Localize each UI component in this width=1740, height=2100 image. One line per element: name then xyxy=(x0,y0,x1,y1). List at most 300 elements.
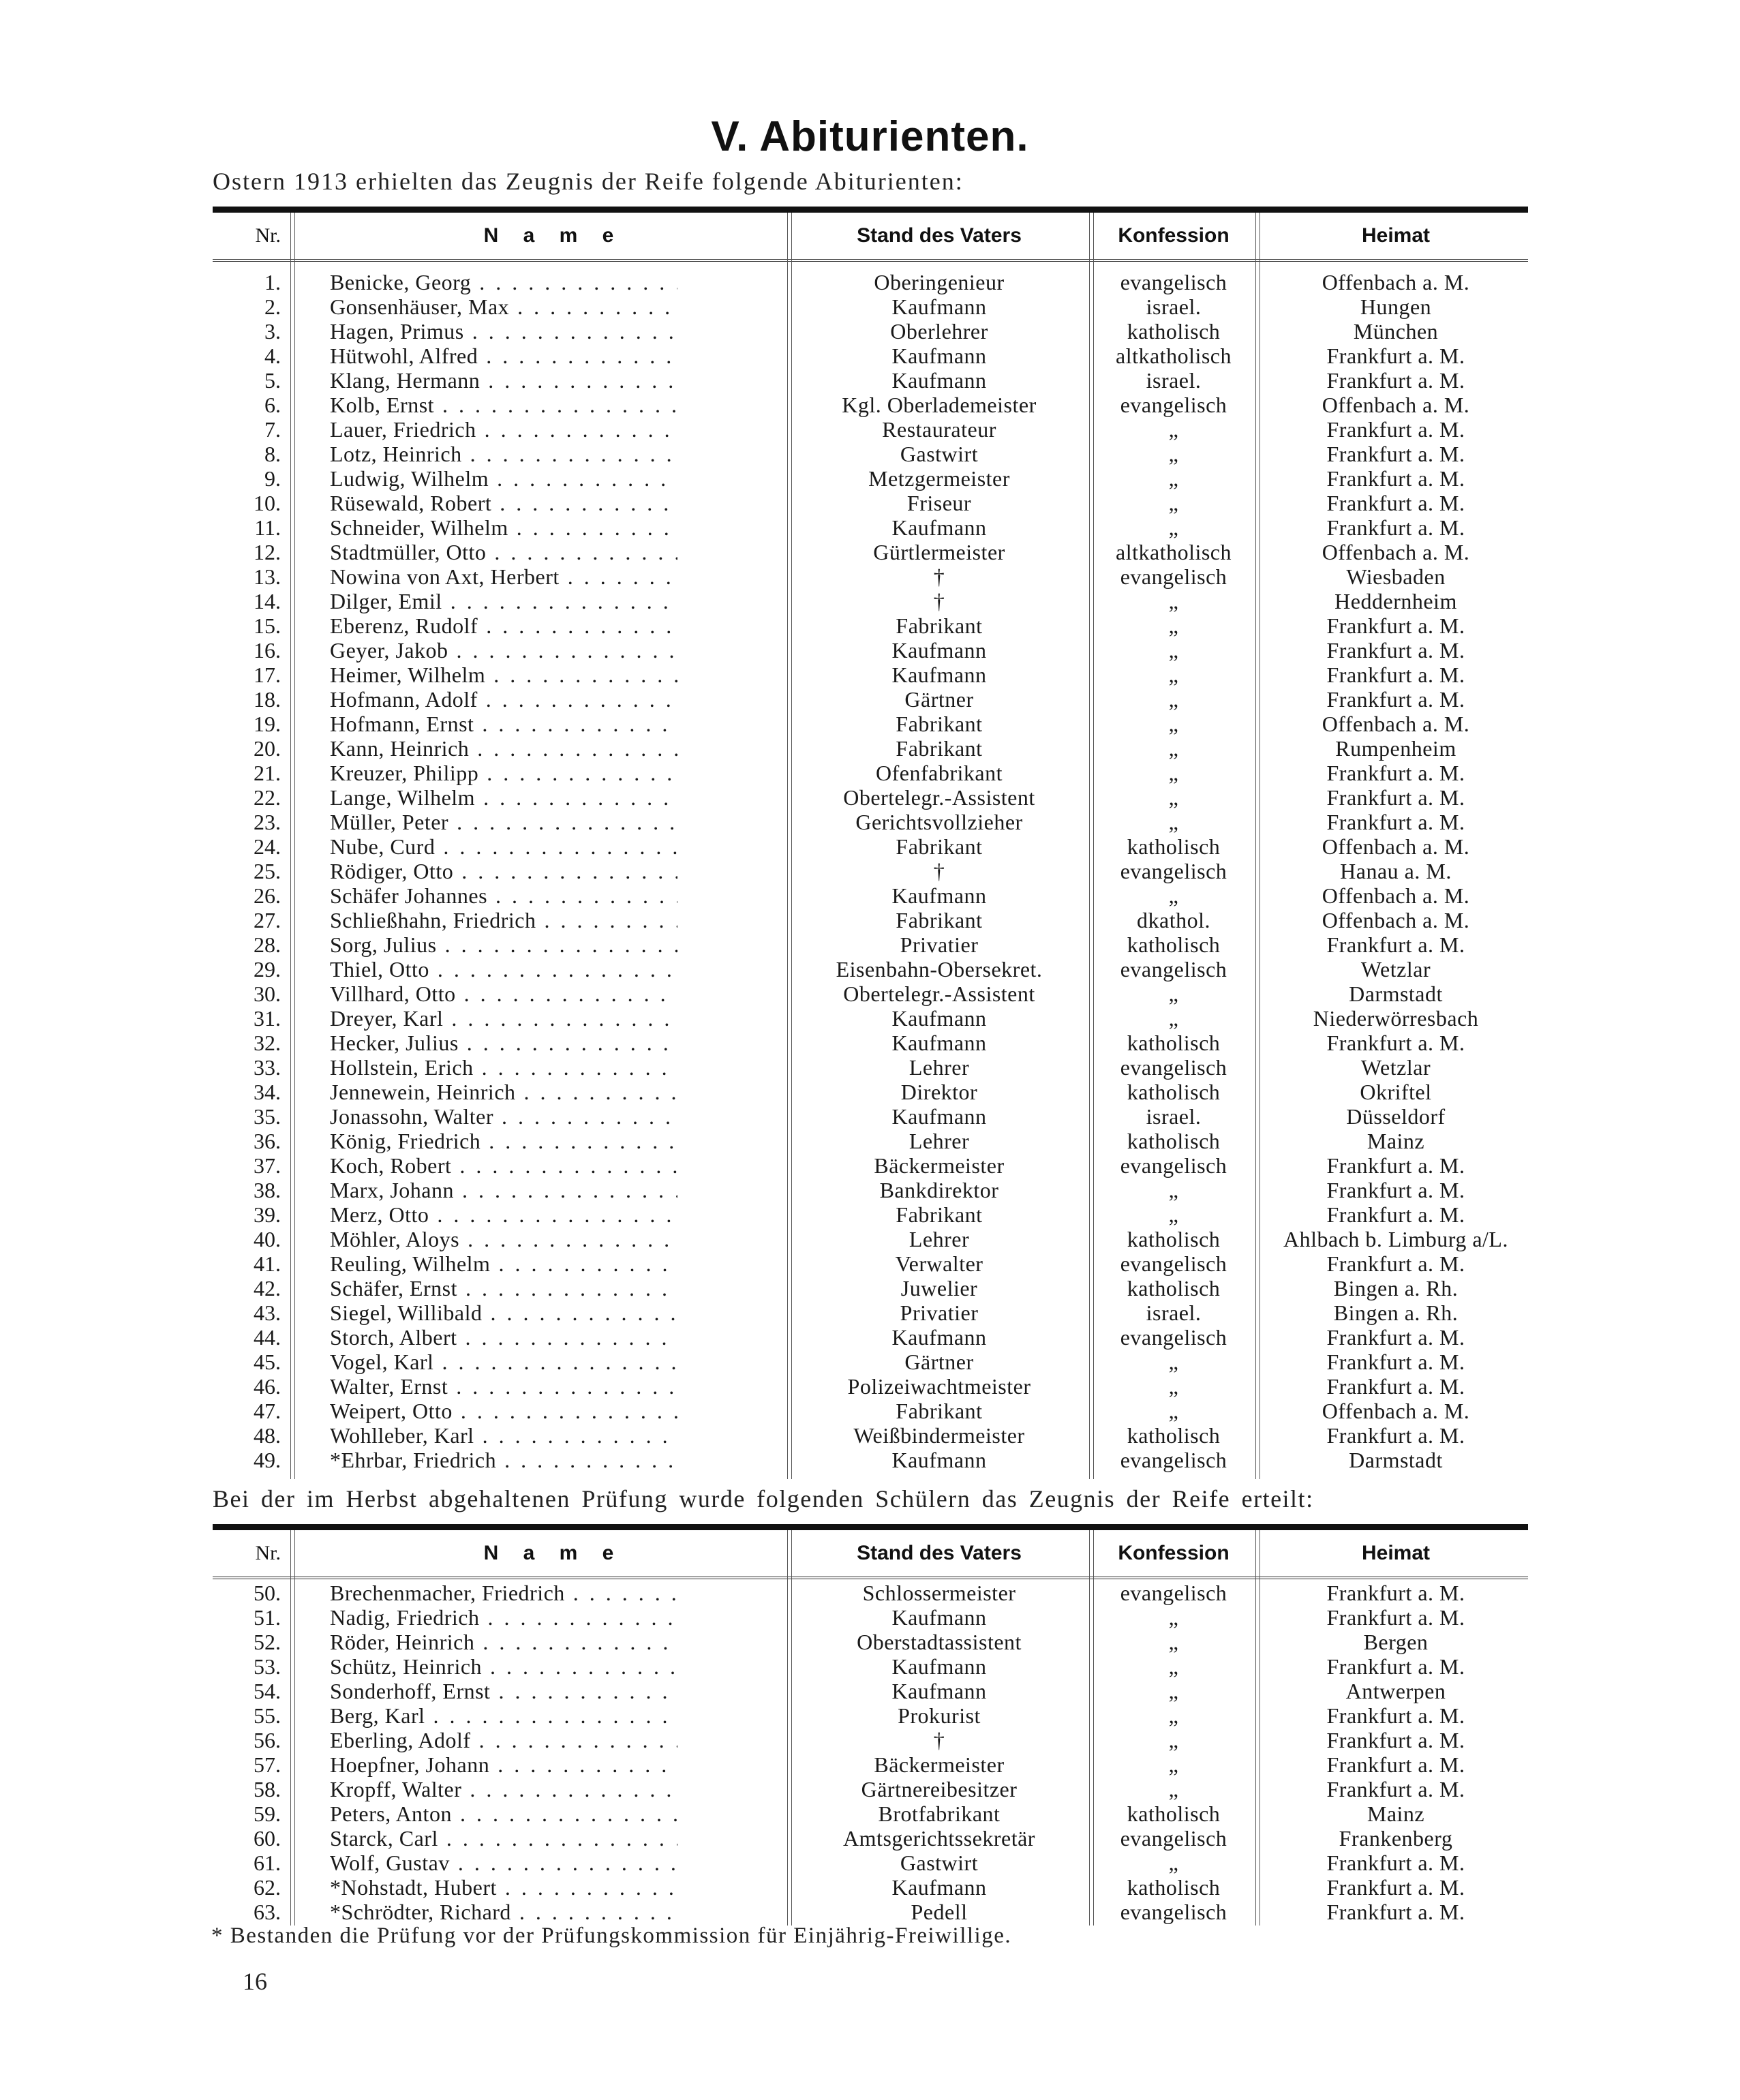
row-number: 58. xyxy=(254,1777,281,1801)
row-number: 57. xyxy=(254,1752,281,1777)
hometown: Frankfurt a. M. xyxy=(1326,368,1465,393)
father-occupation: Fabrikant xyxy=(896,908,983,932)
student-name: Hollstein, Erich . . . xyxy=(330,1055,677,1080)
father-occupation: Kaufmann xyxy=(891,1448,987,1472)
hometown: Frankfurt a. M. xyxy=(1326,1703,1465,1728)
row-number: 47. xyxy=(254,1399,281,1423)
row-number: 63. xyxy=(254,1900,281,1924)
student-name: Villhard, Otto . . . xyxy=(330,981,677,1006)
column-divider xyxy=(1089,213,1094,1479)
student-name: Benicke, Georg . . . xyxy=(330,270,677,294)
student-name: *Nohstadt, Hubert . . . xyxy=(330,1875,677,1900)
table-row xyxy=(213,687,1528,712)
header-konfession: Konfession xyxy=(1118,1542,1230,1564)
hometown: Bingen a. Rh. xyxy=(1333,1300,1459,1325)
table-header xyxy=(213,1530,1528,1579)
table-row xyxy=(213,1752,1528,1777)
confession: „ xyxy=(1168,1630,1179,1654)
father-occupation: Kaufmann xyxy=(891,1875,987,1900)
student-name: Lange, Wilhelm . . . xyxy=(330,785,677,810)
father-occupation: Gastwirt xyxy=(900,1851,979,1875)
row-number: 29. xyxy=(254,957,281,981)
row-number: 9. xyxy=(264,466,281,491)
hometown: Darmstadt xyxy=(1349,1448,1443,1472)
table-row xyxy=(213,1630,1528,1654)
hometown: Bergen xyxy=(1363,1630,1429,1654)
hometown: München xyxy=(1353,319,1439,344)
header-konfession: Konfession xyxy=(1118,224,1230,247)
student-name: Kolb, Ernst . . . xyxy=(330,393,677,417)
table-row xyxy=(213,1900,1528,1924)
confession: „ xyxy=(1168,1350,1179,1374)
father-occupation: Fabrikant xyxy=(896,736,983,761)
table-row xyxy=(213,1202,1528,1227)
confession: „ xyxy=(1168,1605,1179,1630)
row-number: 10. xyxy=(254,491,281,515)
student-name: Merz, Otto . . . xyxy=(330,1202,677,1227)
student-name: Vogel, Karl . . . xyxy=(330,1350,677,1374)
confession: „ xyxy=(1168,1202,1179,1227)
table-row xyxy=(213,1581,1528,1605)
student-name: Geyer, Jakob . . . xyxy=(330,638,677,663)
header-stand: Stand des Vaters xyxy=(857,224,1022,247)
confession: katholisch xyxy=(1127,1129,1221,1153)
row-number: 17. xyxy=(254,663,281,687)
table-row xyxy=(213,932,1528,957)
confession: „ xyxy=(1168,1851,1179,1875)
hometown: Okriftel xyxy=(1360,1080,1432,1104)
confession: evangelisch xyxy=(1120,957,1227,981)
father-occupation: Restaurateur xyxy=(882,417,996,442)
student-name: Kann, Heinrich . . . xyxy=(330,736,677,761)
row-number: 28. xyxy=(254,932,281,957)
father-occupation: Gärtner xyxy=(904,1350,974,1374)
row-number: 12. xyxy=(254,540,281,564)
column-divider xyxy=(787,213,792,1479)
father-occupation: Obertelegr.-Assistent xyxy=(843,785,1035,810)
student-name: Möhler, Aloys . . . xyxy=(330,1227,677,1251)
table-row xyxy=(213,785,1528,810)
hometown: Wetzlar xyxy=(1360,957,1431,981)
father-occupation: Kaufmann xyxy=(891,368,987,393)
hometown: Frankfurt a. M. xyxy=(1326,1728,1465,1752)
father-occupation: Weißbindermeister xyxy=(853,1423,1025,1448)
father-occupation: Obertelegr.-Assistent xyxy=(843,981,1035,1006)
table-row xyxy=(213,1325,1528,1350)
father-occupation: Fabrikant xyxy=(896,1399,983,1423)
father-occupation: Bäckermeister xyxy=(874,1153,1005,1178)
table-row xyxy=(213,589,1528,613)
confession: israel. xyxy=(1146,1104,1202,1129)
table-row xyxy=(213,1851,1528,1875)
student-name: Gonsenhäuser, Max . . . xyxy=(330,294,677,319)
table-row xyxy=(213,1129,1528,1153)
column-divider xyxy=(1089,1530,1094,1926)
student-name: Hütwohl, Alfred . . . xyxy=(330,344,677,368)
hometown: Frankfurt a. M. xyxy=(1326,1605,1465,1630)
row-number: 2. xyxy=(264,294,281,319)
table-row xyxy=(213,466,1528,491)
father-occupation: Prokurist xyxy=(898,1703,981,1728)
hometown: Frankfurt a. M. xyxy=(1326,344,1465,368)
table-row xyxy=(213,319,1528,344)
row-number: 54. xyxy=(254,1679,281,1703)
confession: katholisch xyxy=(1127,1423,1221,1448)
confession: „ xyxy=(1168,613,1179,638)
row-number: 62. xyxy=(254,1875,281,1900)
table-row xyxy=(213,957,1528,981)
column-divider xyxy=(1255,1530,1260,1926)
row-number: 36. xyxy=(254,1129,281,1153)
hometown: Frankfurt a. M. xyxy=(1326,1031,1465,1055)
row-number: 59. xyxy=(254,1801,281,1826)
hometown: Frankfurt a. M. xyxy=(1326,1900,1465,1924)
father-occupation: Kaufmann xyxy=(891,883,987,908)
table-row xyxy=(213,1055,1528,1080)
father-occupation: Amtsgerichtssekretär xyxy=(843,1826,1035,1851)
row-number: 51. xyxy=(254,1605,281,1630)
row-number: 21. xyxy=(254,761,281,785)
hometown: Offenbach a. M. xyxy=(1322,540,1470,564)
hometown: Frankfurt a. M. xyxy=(1326,1178,1465,1202)
confession: „ xyxy=(1168,785,1179,810)
father-occupation: Gärtnereibesitzer xyxy=(861,1777,1018,1801)
hometown: Frankfurt a. M. xyxy=(1326,638,1465,663)
father-occupation: Fabrikant xyxy=(896,1202,983,1227)
row-number: 19. xyxy=(254,712,281,736)
student-name: Walter, Ernst . . . xyxy=(330,1374,677,1399)
student-name: Nube, Curd . . . xyxy=(330,834,677,859)
row-number: 56. xyxy=(254,1728,281,1752)
confession: katholisch xyxy=(1127,1080,1221,1104)
hometown: Frankfurt a. M. xyxy=(1326,613,1465,638)
table-row xyxy=(213,393,1528,417)
confession: „ xyxy=(1168,810,1179,834)
hometown: Frankfurt a. M. xyxy=(1326,515,1465,540)
hometown: Frankfurt a. M. xyxy=(1326,761,1465,785)
hometown: Mainz xyxy=(1367,1129,1425,1153)
row-number: 5. xyxy=(264,368,281,393)
hometown: Wiesbaden xyxy=(1346,564,1446,589)
father-occupation: Friseur xyxy=(906,491,972,515)
father-occupation: Gastwirt xyxy=(900,442,979,466)
table-row xyxy=(213,1679,1528,1703)
autumn-intro-text: Bei der im Herbst abgehaltenen Prüfung wurde folgenden Schülern das Zeugnis der Reife erteilt: xyxy=(213,1485,1314,1512)
confession: „ xyxy=(1168,712,1179,736)
hometown: Frankfurt a. M. xyxy=(1326,1325,1465,1350)
table-row xyxy=(213,1276,1528,1300)
student-name: Röder, Heinrich . . . xyxy=(330,1630,677,1654)
row-number: 14. xyxy=(254,589,281,613)
student-name: Brechenmacher, Friedrich . . . xyxy=(330,1581,677,1605)
row-number: 31. xyxy=(254,1006,281,1031)
table-body xyxy=(213,1579,1528,1924)
student-name: Berg, Karl . . . xyxy=(330,1703,677,1728)
confession: altkatholisch xyxy=(1115,540,1232,564)
confession: dkathol. xyxy=(1137,908,1210,932)
row-number: 24. xyxy=(254,834,281,859)
student-name: Stadtmüller, Otto . . . xyxy=(330,540,677,564)
father-occupation: † xyxy=(933,859,945,883)
row-number: 20. xyxy=(254,736,281,761)
student-name: Kreuzer, Philipp . . . xyxy=(330,761,677,785)
hometown: Bingen a. Rh. xyxy=(1333,1276,1459,1300)
father-occupation: Kaufmann xyxy=(891,1006,987,1031)
student-name: Kropff, Walter . . . xyxy=(330,1777,677,1801)
hometown: Niederwörresbach xyxy=(1313,1006,1479,1031)
student-name: Schließhahn, Friedrich . . . xyxy=(330,908,677,932)
hometown: Heddernheim xyxy=(1334,589,1457,613)
hometown: Mainz xyxy=(1367,1801,1425,1826)
father-occupation: Kaufmann xyxy=(891,1325,987,1350)
confession: „ xyxy=(1168,883,1179,908)
table-row xyxy=(213,908,1528,932)
father-occupation: Lehrer xyxy=(909,1055,970,1080)
hometown: Antwerpen xyxy=(1345,1679,1446,1703)
hometown: Darmstadt xyxy=(1349,981,1443,1006)
table-row xyxy=(213,344,1528,368)
father-occupation: Oberstadtassistent xyxy=(857,1630,1022,1654)
student-name: Reuling, Wilhelm . . . xyxy=(330,1251,677,1276)
table-row xyxy=(213,883,1528,908)
table-row xyxy=(213,417,1528,442)
father-occupation: Gärtner xyxy=(904,687,974,712)
footnote: * Bestanden die Prüfung vor der Prüfungskommission für Einjährig-Freiwillige. xyxy=(211,1923,1012,1948)
header-name: N a m e xyxy=(483,224,624,247)
header-nr: Nr. xyxy=(255,1542,281,1564)
row-number: 18. xyxy=(254,687,281,712)
column-divider xyxy=(290,213,295,1479)
row-number: 43. xyxy=(254,1300,281,1325)
hometown: Frankfurt a. M. xyxy=(1326,1851,1465,1875)
row-number: 23. xyxy=(254,810,281,834)
row-number: 53. xyxy=(254,1654,281,1679)
row-number: 41. xyxy=(254,1251,281,1276)
father-occupation: Fabrikant xyxy=(896,613,983,638)
confession: „ xyxy=(1168,736,1179,761)
student-name: Nowina von Axt, Herbert . . . xyxy=(330,564,677,589)
father-occupation: Gürtlermeister xyxy=(873,540,1005,564)
father-occupation: Fabrikant xyxy=(896,712,983,736)
father-occupation: Kaufmann xyxy=(891,515,987,540)
hometown: Frankfurt a. M. xyxy=(1326,417,1465,442)
row-number: 44. xyxy=(254,1325,281,1350)
row-number: 61. xyxy=(254,1851,281,1875)
student-name: Sorg, Julius . . . xyxy=(330,932,677,957)
confession: „ xyxy=(1168,1679,1179,1703)
confession: „ xyxy=(1168,1752,1179,1777)
student-name: Eberling, Adolf . . . xyxy=(330,1728,677,1752)
table-row xyxy=(213,491,1528,515)
table-row xyxy=(213,1654,1528,1679)
hometown: Frankfurt a. M. xyxy=(1326,1654,1465,1679)
hometown: Frankfurt a. M. xyxy=(1326,491,1465,515)
student-name: Thiel, Otto . . . xyxy=(330,957,677,981)
father-occupation: Bankdirektor xyxy=(879,1178,999,1202)
confession: „ xyxy=(1168,1178,1179,1202)
row-number: 6. xyxy=(264,393,281,417)
column-divider xyxy=(290,1530,295,1926)
row-number: 48. xyxy=(254,1423,281,1448)
student-name: Hagen, Primus . . . xyxy=(330,319,677,344)
table-row xyxy=(213,712,1528,736)
table-row xyxy=(213,1777,1528,1801)
row-number: 1. xyxy=(264,270,281,294)
confession: „ xyxy=(1168,761,1179,785)
table-row xyxy=(213,1227,1528,1251)
table-row xyxy=(213,859,1528,883)
father-occupation: Polizeiwachtmeister xyxy=(847,1374,1031,1399)
confession: „ xyxy=(1168,1728,1179,1752)
student-name: Storch, Albert . . . xyxy=(330,1325,677,1350)
confession: „ xyxy=(1168,589,1179,613)
student-name: *Ehrbar, Friedrich . . . xyxy=(330,1448,677,1472)
row-number: 8. xyxy=(264,442,281,466)
father-occupation: Direktor xyxy=(900,1080,978,1104)
confession: „ xyxy=(1168,515,1179,540)
table-row xyxy=(213,1448,1528,1472)
row-number: 42. xyxy=(254,1276,281,1300)
student-name: Rödiger, Otto . . . xyxy=(330,859,677,883)
table-row xyxy=(213,1374,1528,1399)
table-row xyxy=(213,810,1528,834)
father-occupation: Schlossermeister xyxy=(862,1581,1016,1605)
confession: „ xyxy=(1168,663,1179,687)
hometown: Frankfurt a. M. xyxy=(1326,1752,1465,1777)
row-number: 35. xyxy=(254,1104,281,1129)
table-row xyxy=(213,761,1528,785)
confession: evangelisch xyxy=(1120,1055,1227,1080)
row-number: 45. xyxy=(254,1350,281,1374)
student-name: Hofmann, Ernst . . . xyxy=(330,712,677,736)
confession: evangelisch xyxy=(1120,1900,1227,1924)
table-row xyxy=(213,442,1528,466)
table-row xyxy=(213,1826,1528,1851)
table-row xyxy=(213,1350,1528,1374)
hometown: Offenbach a. M. xyxy=(1322,270,1470,294)
table-row xyxy=(213,1423,1528,1448)
table-row xyxy=(213,1251,1528,1276)
hometown: Frankfurt a. M. xyxy=(1326,810,1465,834)
student-name: Starck, Carl . . . xyxy=(330,1826,677,1851)
confession: katholisch xyxy=(1127,1227,1221,1251)
header-heimat: Heimat xyxy=(1361,1542,1431,1564)
hometown: Frankfurt a. M. xyxy=(1326,932,1465,957)
confession: „ xyxy=(1168,981,1179,1006)
father-occupation: Lehrer xyxy=(909,1227,970,1251)
father-occupation: Verwalter xyxy=(895,1251,983,1276)
table-row xyxy=(213,294,1528,319)
page-number: 16 xyxy=(243,1968,267,1995)
hometown: Frankfurt a. M. xyxy=(1326,1777,1465,1801)
father-occupation: † xyxy=(933,1728,945,1752)
hometown: Offenbach a. M. xyxy=(1322,393,1470,417)
father-occupation: Gerichtsvollzieher xyxy=(855,810,1023,834)
hometown: Rumpenheim xyxy=(1335,736,1456,761)
confession: katholisch xyxy=(1127,834,1221,859)
student-name: Müller, Peter . . . xyxy=(330,810,677,834)
student-name: Hofmann, Adolf . . . xyxy=(330,687,677,712)
confession: „ xyxy=(1168,1777,1179,1801)
father-occupation: Kaufmann xyxy=(891,1104,987,1129)
row-number: 26. xyxy=(254,883,281,908)
row-number: 25. xyxy=(254,859,281,883)
confession: evangelisch xyxy=(1120,1153,1227,1178)
column-divider xyxy=(787,1530,792,1926)
father-occupation: Lehrer xyxy=(909,1129,970,1153)
table-header xyxy=(213,213,1528,262)
row-number: 13. xyxy=(254,564,281,589)
confession: katholisch xyxy=(1127,319,1221,344)
table-row xyxy=(213,564,1528,589)
row-number: 11. xyxy=(254,515,281,540)
student-name: Heimer, Wilhelm . . . xyxy=(330,663,677,687)
row-number: 3. xyxy=(264,319,281,344)
student-name: Weipert, Otto . . . xyxy=(330,1399,677,1423)
hometown: Frankfurt a. M. xyxy=(1326,1423,1465,1448)
student-name: Siegel, Willibald . . . xyxy=(330,1300,677,1325)
table-row xyxy=(213,270,1528,294)
confession: „ xyxy=(1168,1006,1179,1031)
row-number: 33. xyxy=(254,1055,281,1080)
student-name: Nadig, Friedrich . . . xyxy=(330,1605,677,1630)
confession: „ xyxy=(1168,1654,1179,1679)
header-name: N a m e xyxy=(483,1542,624,1564)
father-occupation: Fabrikant xyxy=(896,834,983,859)
confession: israel. xyxy=(1146,368,1202,393)
father-occupation: Kgl. Oberlademeister xyxy=(842,393,1037,417)
father-occupation: Kaufmann xyxy=(891,1679,987,1703)
student-name: Wolf, Gustav . . . xyxy=(330,1851,677,1875)
row-number: 38. xyxy=(254,1178,281,1202)
header-stand: Stand des Vaters xyxy=(857,1542,1022,1564)
student-name: Schütz, Heinrich . . . xyxy=(330,1654,677,1679)
confession: „ xyxy=(1168,491,1179,515)
student-name: Koch, Robert . . . xyxy=(330,1153,677,1178)
table-row xyxy=(213,1605,1528,1630)
hometown: Offenbach a. M. xyxy=(1322,1399,1470,1423)
student-name: Marx, Johann . . . xyxy=(330,1178,677,1202)
confession: „ xyxy=(1168,1399,1179,1423)
row-number: 37. xyxy=(254,1153,281,1178)
confession: „ xyxy=(1168,466,1179,491)
father-occupation: Bäckermeister xyxy=(874,1752,1005,1777)
table-row xyxy=(213,540,1528,564)
row-number: 32. xyxy=(254,1031,281,1055)
hometown: Frankfurt a. M. xyxy=(1326,1153,1465,1178)
student-name: König, Friedrich . . . xyxy=(330,1129,677,1153)
father-occupation: Privatier xyxy=(900,1300,979,1325)
confession: evangelisch xyxy=(1120,1251,1227,1276)
hometown: Düsseldorf xyxy=(1346,1104,1446,1129)
hometown: Frankfurt a. M. xyxy=(1326,663,1465,687)
row-number: 16. xyxy=(254,638,281,663)
table-row xyxy=(213,1031,1528,1055)
confession: „ xyxy=(1168,1374,1179,1399)
student-name: Dreyer, Karl . . . xyxy=(330,1006,677,1031)
student-name: Ludwig, Wilhelm . . . xyxy=(330,466,677,491)
student-name: Schäfer Johannes . . . xyxy=(330,883,677,908)
hometown: Hungen xyxy=(1360,294,1432,319)
confession: katholisch xyxy=(1127,1276,1221,1300)
father-occupation: Kaufmann xyxy=(891,638,987,663)
table-row xyxy=(213,638,1528,663)
table-row xyxy=(213,1703,1528,1728)
table-row xyxy=(213,1728,1528,1752)
father-occupation: † xyxy=(933,589,945,613)
hometown: Frankfurt a. M. xyxy=(1326,1581,1465,1605)
abiturienten-table-easter xyxy=(213,207,1528,1472)
